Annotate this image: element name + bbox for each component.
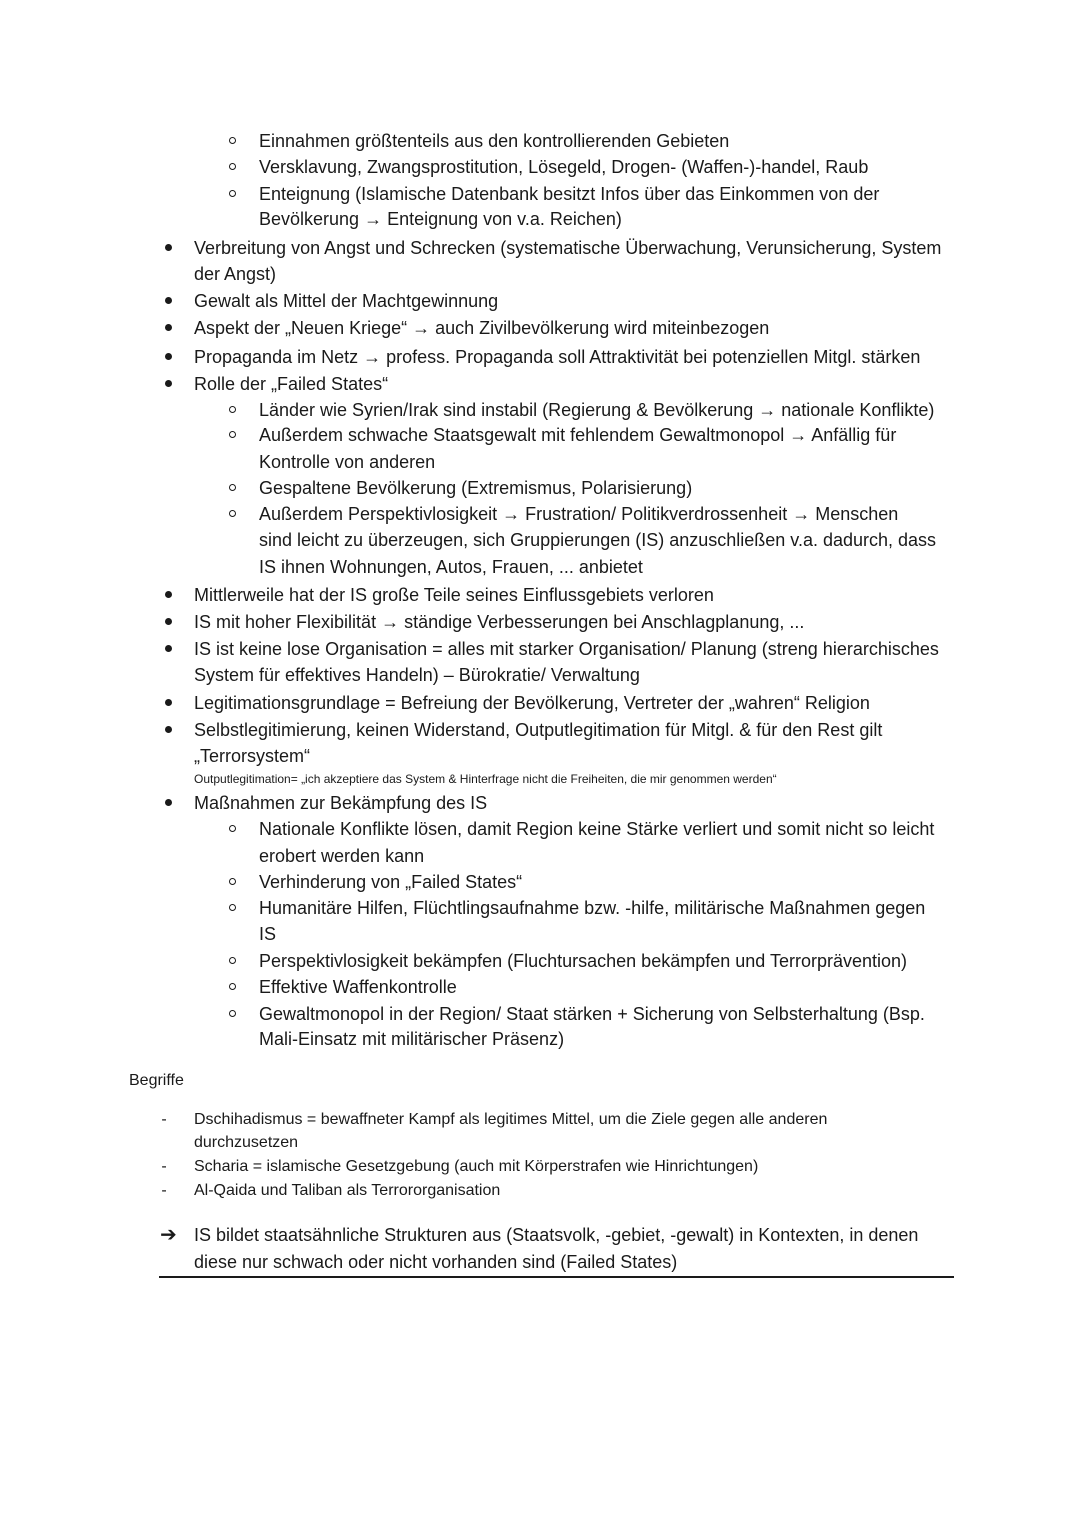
hollow-bullet-icon	[222, 475, 242, 501]
bullet-icon	[158, 315, 178, 341]
hollow-bullet-icon	[222, 422, 242, 448]
bullet-icon	[158, 582, 178, 608]
hollow-bullet-icon	[222, 397, 242, 423]
hollow-bullet-icon	[222, 128, 242, 154]
hollow-bullet-icon	[222, 974, 242, 1000]
bullet-icon	[158, 344, 178, 370]
document-page: Einnahmen größtenteils aus den kontrollierenden Gebieten Versklavung, Zwangsprostitution, Lösegeld, Drogen- (Waffen-)-handel, Raub Enteignung (Islamische Datenbank besitzt Infos über das Einkommen von der Bevölkerung → Enteignung von v.a. Reichen) Verbreitung von Angst und Schrecken (systematische Überwachung, Verunsicherung, System der Angst) Gewalt als Mittel der Machtgewinnung Aspekt der „Neuen Kriege“ → auch Zivilbevölkerung wird miteinbezogen Propaganda im Netz → profess. Propaganda soll Attraktivität bei potenziellen Mitgl. stärken Rolle der „Failed States“ Länder wie Syrien/Irak sind instabil (Regierung & Bevölkerung → nationale Konflikte) Außerdem schwache Staatsgewalt mit fehlendem Gewaltmonopol → Anfällig für Kontrolle von anderen Gespaltene Bevölkerung (Extremismus, Polarisierung) Außerdem Perspektivlosigkeit → Frustration/ Politikverdrossenheit → Menschen sind leicht zu überzeugen, sich Gruppierungen (IS) anzuschließen v.a. dadurch, dass IS ihnen Wohnungen, Autos, Frauen, ... anbietet Mittlerweile hat der IS große Teile seines Einflussgebiets verloren IS mit hoher Flexibilität → ständige Verbesserungen bei Anschlagplanung, ... IS ist keine lose Organisation = alles mit starker Organisation/ Planung (streng hierarchisches System für effektives Handeln) – Bürokratie/ Verwaltung Legitimationsgrundlage = Befreiung der Bevölkerung, Vertreter der „wahren“ Religion Selbstlegitimierung, keinen Widerstand, Outputlegitimation für Mitgl. & für den Rest gilt „Terrorsystem“ Outputlegitimation= „ich akzeptiere das System & Hinterfrage nicht die Freiheiten, die mir genommen werden“ Maßnahmen zur Bekämpfung des IS Nationale Konflikte lösen, damit Region keine Stärke verliert und somit nicht so leicht erobert werden kann Verhinderung von „Failed States“ Humanitäre Hilfen, Flüchtlingsaufnahme bzw. -hilfe, militärische Maßnahmen gegen IS Perspektivlosigkeit bekämpfen (Fluchtursachen bekämpfen und Terrorprävention) Effektive Waffenkontrolle Gewaltmonopol in der Region/ Staat stärken + Sicherung von Selbsterhaltung (Bsp. Mali-Einsatz mit militärischer Präsenz) Begriffe - Dschihadismus = bewaffneter Kampf als legitimes Mittel, um die Ziele gegen alle anderen durchzusetzen - Scharia = islamische Gesetzgebung (auch mit Körperstrafen wie Hinrichtungen) - Al-Qaida und Taliban als Terrororganisation ➔ IS bildet staatsähnliche Strukturen aus (Staatsvolk, -gebiet, -gewalt) in Kontexten, in denen diese nur schwach oder nicht vorhanden sind (Failed States)	[0, 0, 1080, 1527]
hollow-bullet-icon	[222, 501, 242, 527]
bullet-icon	[158, 717, 178, 743]
footnote: Outputlegitimation= „ich akzeptiere das System & Hinterfrage nicht die Freiheiten, die mir genommen werden“	[194, 772, 777, 786]
hollow-bullet-icon	[222, 181, 242, 207]
bullet-icon	[158, 790, 178, 816]
bullet-icon	[158, 288, 178, 314]
section-heading: Begriffe	[129, 1072, 184, 1089]
bullet-icon	[158, 690, 178, 716]
hollow-bullet-icon	[222, 154, 242, 180]
horizontal-rule	[159, 1276, 954, 1278]
hollow-bullet-icon	[222, 948, 242, 974]
hollow-bullet-icon	[222, 869, 242, 895]
arrow-right-icon: ➔	[160, 1224, 177, 1246]
dash-icon: -	[161, 1182, 167, 1199]
hollow-bullet-icon	[222, 1001, 242, 1027]
dash-icon: -	[161, 1158, 167, 1175]
hollow-bullet-icon	[222, 895, 242, 921]
bullet-icon	[158, 371, 178, 397]
bullet-icon	[158, 235, 178, 261]
bullet-icon	[158, 636, 178, 662]
bullet-icon	[158, 609, 178, 635]
hollow-bullet-icon	[222, 816, 242, 842]
dash-icon: -	[161, 1111, 167, 1128]
